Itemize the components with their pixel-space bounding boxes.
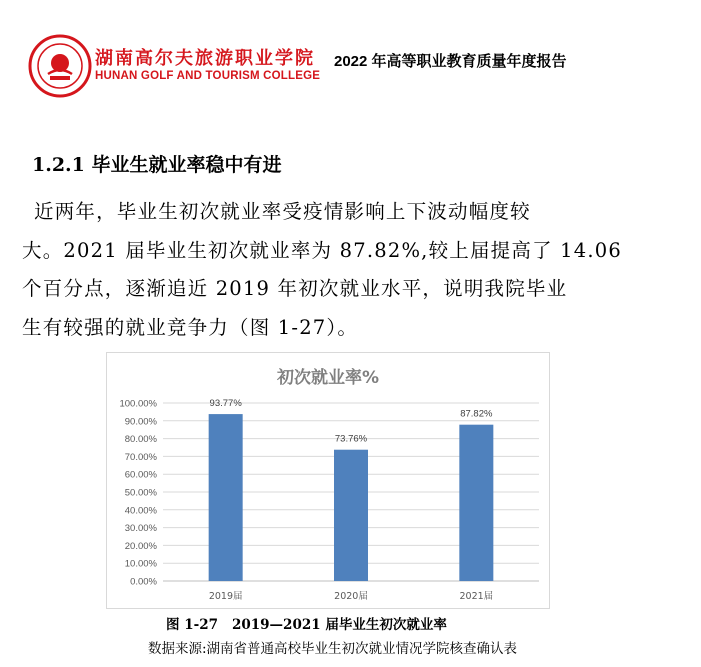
y-tick-label: 90.00% <box>124 416 157 428</box>
y-tick-label: 30.00% <box>124 523 157 535</box>
y-tick-label: 50.00% <box>124 487 157 499</box>
school-name-cn: 湖南高尔夫旅游职业学院 <box>95 48 315 69</box>
chart-title: 初次就业率% <box>276 368 380 388</box>
paragraph-line: 近两年，毕业生初次就业率受疫情影响上下波动幅度较 <box>34 200 531 223</box>
figure-caption <box>166 613 447 633</box>
y-tick-label: 40.00% <box>124 505 157 517</box>
paragraph-line: 生有较强的就业竞争力（图 1-27）。 <box>22 315 359 339</box>
chart-canvas <box>107 353 549 608</box>
data-label: 87.82% <box>460 408 493 420</box>
paragraph-line: 个百分点，逐渐追近 2019 年初次就业水平，说明我院毕业 <box>22 277 568 300</box>
college-logo <box>28 34 92 98</box>
section-heading: 1.2.1 毕业生就业率稳中有进 <box>32 154 282 176</box>
x-tick-label: 2021届 <box>459 591 494 602</box>
y-tick-label: 10.00% <box>124 558 157 570</box>
y-tick-label: 60.00% <box>124 469 157 481</box>
bar <box>209 414 243 581</box>
x-tick-label: 2019届 <box>208 591 243 602</box>
bar <box>459 425 493 581</box>
college-seal-icon <box>28 34 92 98</box>
section-paragraph <box>22 193 642 347</box>
data-label: 73.76% <box>334 433 368 445</box>
employment-rate-chart <box>106 352 550 609</box>
figure-number: 图 1-27 <box>166 617 218 633</box>
y-tick-label: 100.00% <box>119 398 157 410</box>
y-tick-label: 70.00% <box>124 451 157 463</box>
x-tick-label: 2020届 <box>334 591 368 602</box>
y-tick-label: 20.00% <box>124 540 157 552</box>
y-tick-label: 0.00% <box>130 576 157 588</box>
report-title: 2022 年高等职业教育质量年度报告 <box>334 53 567 70</box>
bar <box>334 450 368 581</box>
data-source: 数据来源:湖南省普通高校毕业生初次就业情况学院核查确认表 <box>148 641 518 657</box>
y-tick-label: 80.00% <box>124 434 157 446</box>
data-label: 93.77% <box>209 398 242 410</box>
school-name-en: HUNAN GOLF AND TOURISM COLLEGE <box>95 70 321 82</box>
figure-caption-text: 2019—2021 届毕业生初次就业率 <box>231 617 447 633</box>
paragraph-line: 大。2021 届毕业生初次就业率为 87.82%,较上届提高了 14.06 <box>22 238 622 262</box>
